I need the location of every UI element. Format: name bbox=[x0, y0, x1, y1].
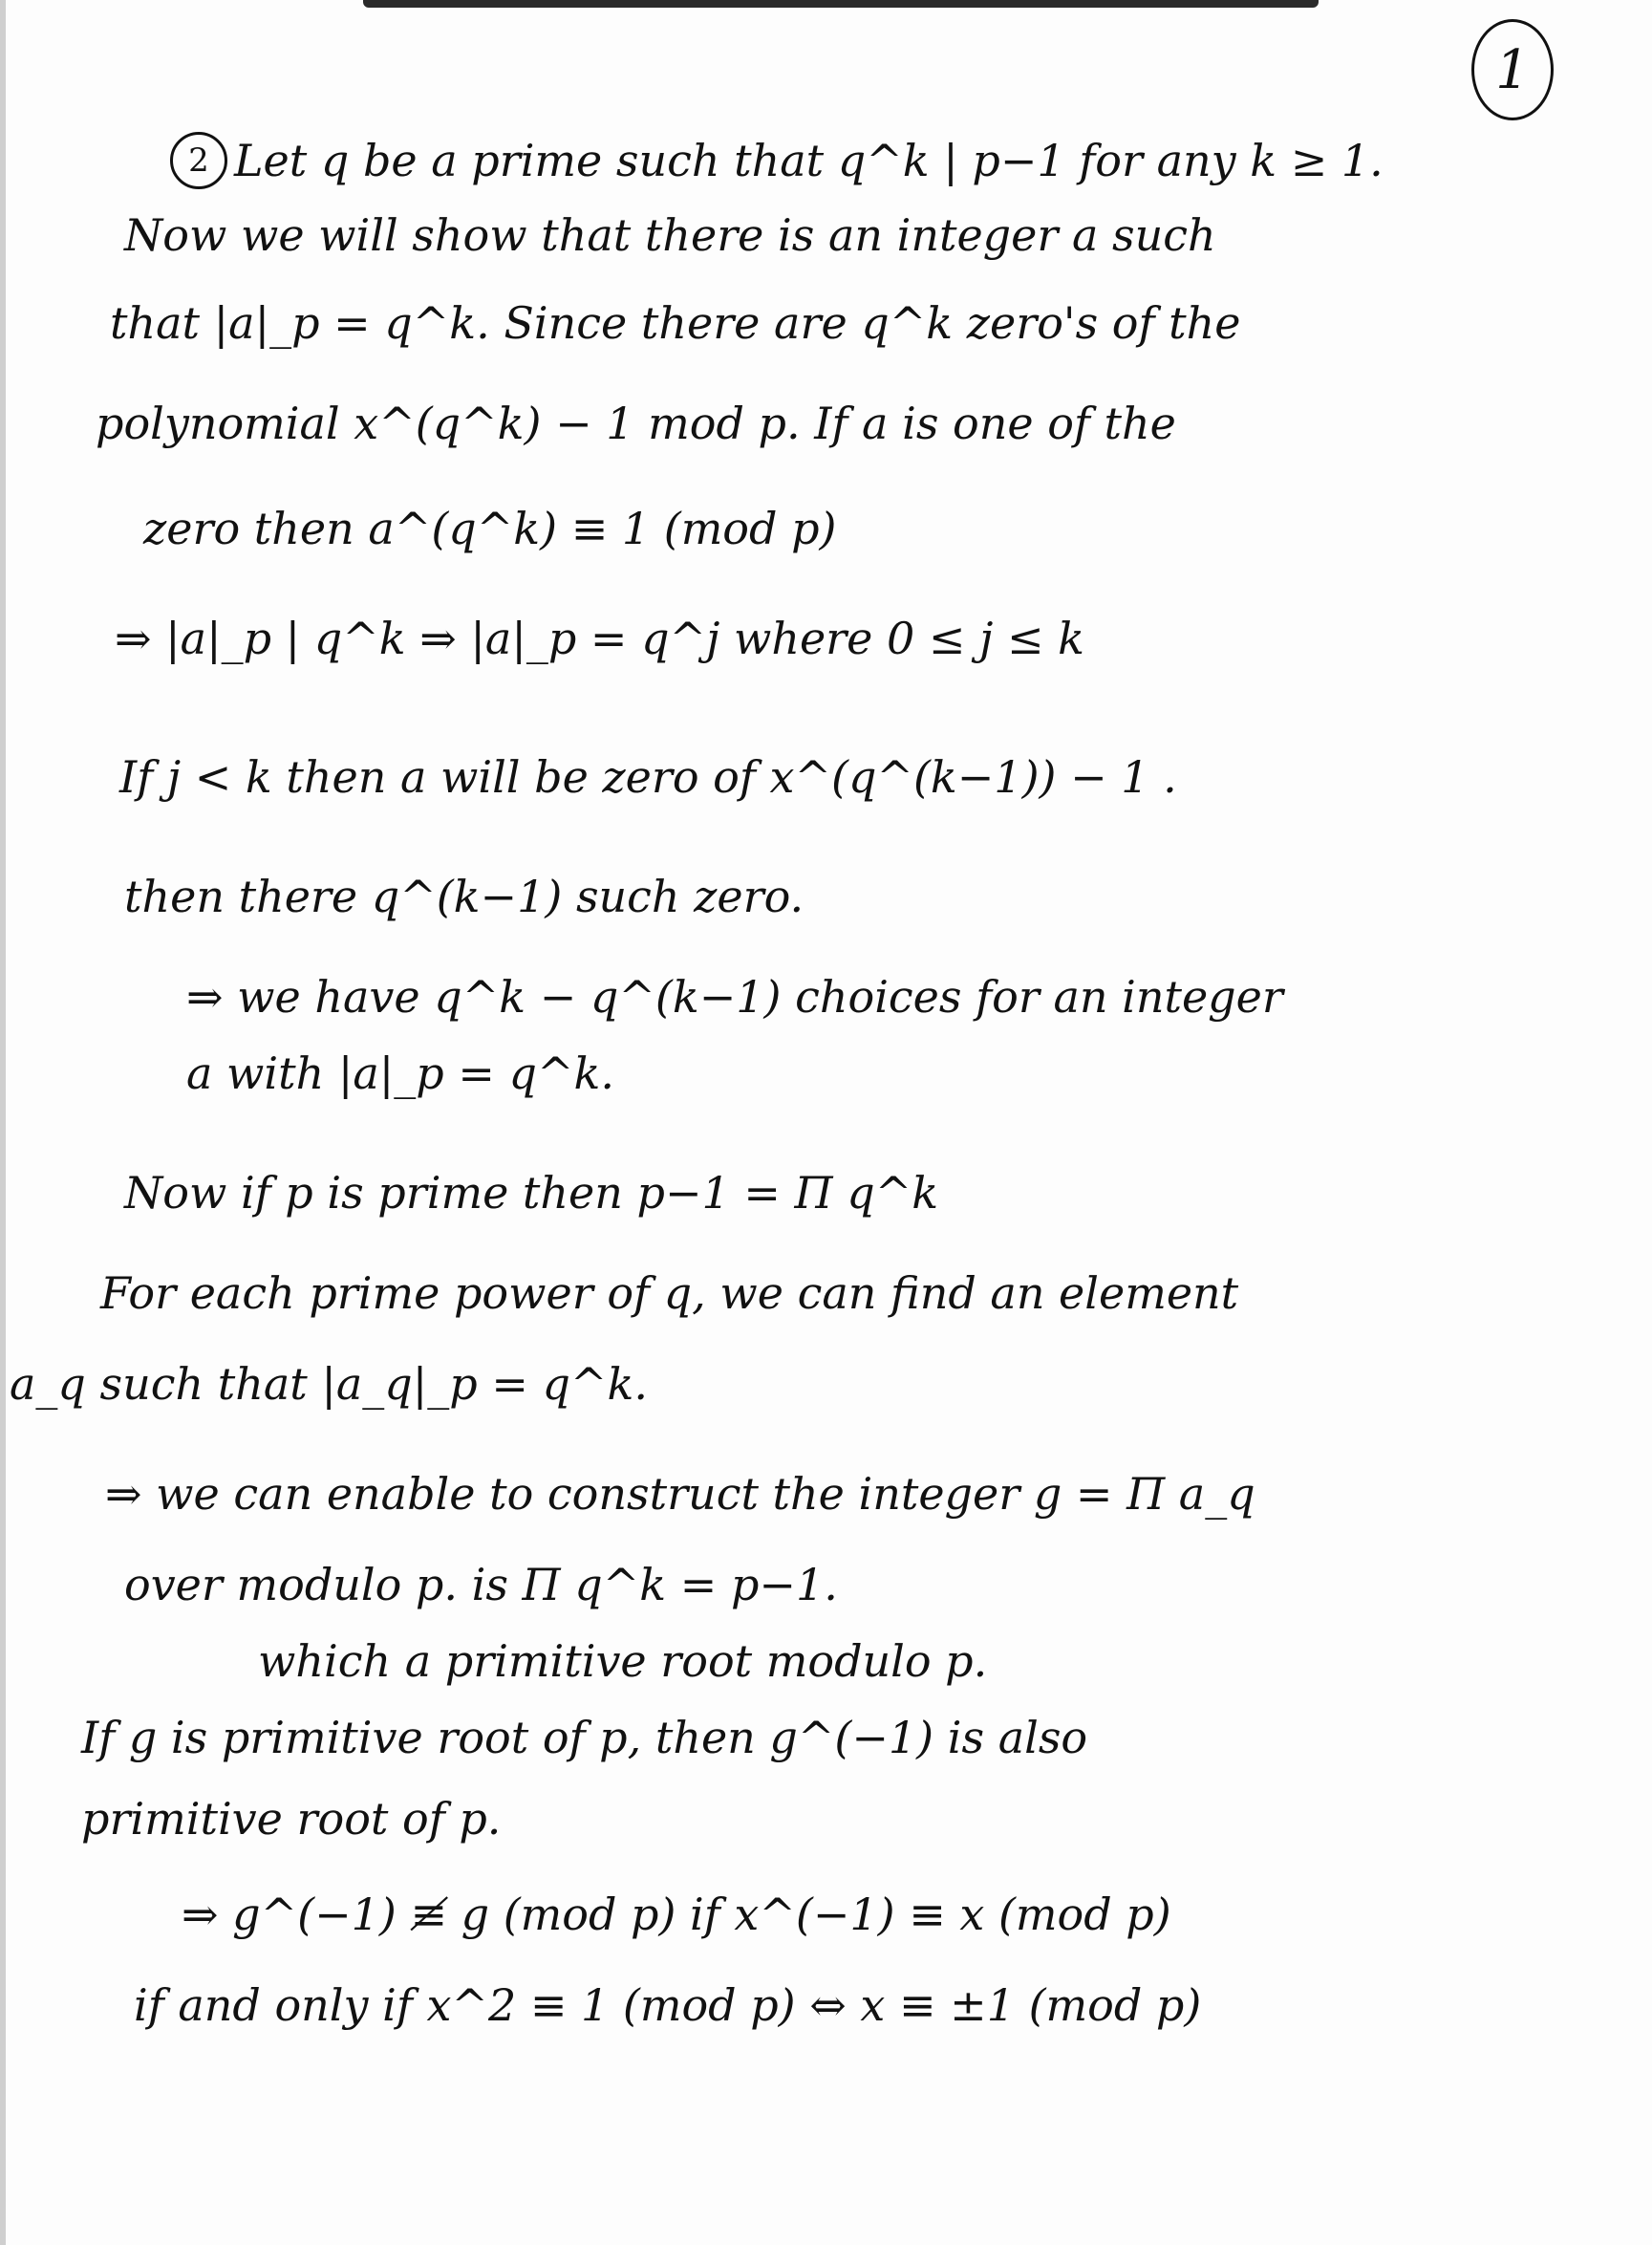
text-line-4: polynomial x^(q^k) − 1 mod p. If a is one of the bbox=[96, 398, 1176, 449]
text-line-5: zero then a^(q^k) ≡ 1 (mod p) bbox=[143, 503, 837, 554]
text-line-10: a with |a|_p = q^k. bbox=[186, 1047, 615, 1099]
text-line-9: ⇒ we have q^k − q^(k−1) choices for an integer bbox=[186, 971, 1283, 1023]
text-line-11: Now if p is prime then p−1 = Π q^k bbox=[124, 1167, 939, 1219]
text-line-15: over modulo p. is Π q^k = p−1. bbox=[124, 1559, 838, 1610]
text-line-14: ⇒ we can enable to construct the integer g = Π a_q bbox=[105, 1468, 1255, 1520]
text-line-16: which a primitive root modulo p. bbox=[258, 1635, 988, 1687]
page-number: 1 bbox=[1471, 19, 1554, 120]
page-left-edge bbox=[0, 0, 6, 2245]
text-line-13: a_q such that |a_q|_p = q^k. bbox=[10, 1358, 648, 1410]
text-line-3: that |a|_p = q^k. Since there are q^k zero's of the bbox=[110, 297, 1241, 349]
text-line-7: If j < k then a will be zero of x^(q^(k−1)) − 1 . bbox=[119, 751, 1177, 803]
text-line-12: For each prime power of q, we can find an element bbox=[100, 1267, 1239, 1319]
text-line-2: Now we will show that there is an integer a such bbox=[124, 209, 1216, 261]
question-number: 2 bbox=[170, 132, 227, 189]
text-line-6: ⇒ |a|_p | q^k ⇒ |a|_p = q^j where 0 ≤ j ≤ k bbox=[115, 613, 1084, 664]
text-line-1: Let q be a prime such that q^k | p−1 for any k ≥ 1. bbox=[234, 135, 1384, 186]
text-line-19: ⇒ g^(−1) ≢ g (mod p) if x^(−1) ≡ x (mod p) bbox=[182, 1889, 1171, 1940]
text-line-8: then there q^(k−1) such zero. bbox=[124, 871, 805, 922]
text-line-20: if and only if x^2 ≡ 1 (mod p) ⇔ x ≡ ±1 (mod p) bbox=[134, 1979, 1202, 2031]
text-line-18: primitive root of p. bbox=[81, 1793, 502, 1845]
text-line-17: If g is primitive root of p, then g^(−1) is also bbox=[81, 1712, 1088, 1763]
page-top-edge bbox=[363, 0, 1319, 8]
